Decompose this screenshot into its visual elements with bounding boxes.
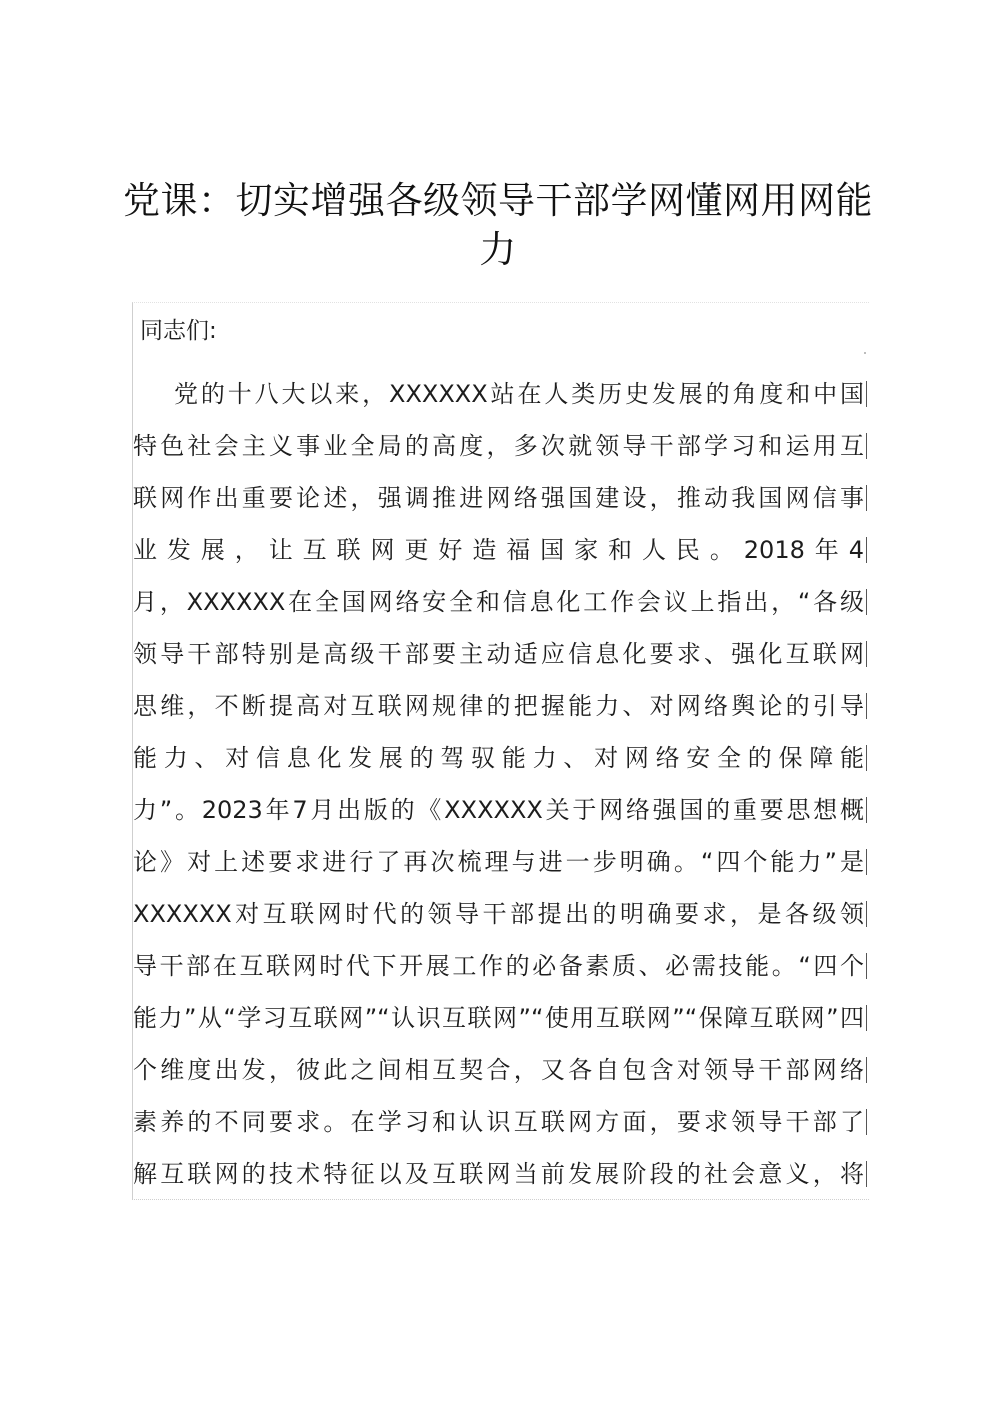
body-line: XXXXXX对互联网时代的领导干部提出的明确要求，是各级领 bbox=[133, 900, 864, 928]
line-end-mark bbox=[866, 797, 867, 823]
line-end-mark bbox=[866, 849, 867, 875]
body-line: 能力、对信息化发展的驾驭能力、对网络安全的保障能 bbox=[133, 744, 864, 772]
body-line: 领导干部特别是高级干部要主动适应信息化要求、强化互联网 bbox=[133, 640, 864, 668]
line-end-mark bbox=[866, 485, 867, 511]
salutation: 同志们: bbox=[140, 318, 217, 344]
body-line: 月，XXXXXX在全国网络安全和信息化工作会议上指出，“各级 bbox=[133, 588, 864, 616]
line-end-mark bbox=[866, 901, 867, 927]
line-end-mark bbox=[866, 953, 867, 979]
body-line: 导干部在互联网时代下开展工作的必备素质、必需技能。“四个 bbox=[133, 952, 864, 980]
line-end-mark bbox=[866, 641, 867, 667]
body-line: 业发展，让互联网更好造福国家和人民。2018年4 bbox=[133, 536, 864, 564]
document-title: 党课：切实增强各级领导干部学网懂网用网能力 bbox=[123, 179, 873, 271]
line-end-mark bbox=[866, 1109, 867, 1135]
body-line: 力”。2023年7月出版的《XXXXXX关于网络强国的重要思想概 bbox=[133, 796, 864, 824]
body-line: 能力”从“学习互联网”“认识互联网”“使用互联网”“保障互联网”四 bbox=[133, 1004, 864, 1032]
body-line: 联网作出重要论述，强调推进网络强国建设，推动我国网信事 bbox=[133, 484, 864, 512]
body-line: 解互联网的技术特征以及互联网当前发展阶段的社会意义，将 bbox=[133, 1160, 864, 1188]
line-end-mark bbox=[866, 589, 867, 615]
body-line: 论》对上述要求进行了再次梳理与进一步明确。“四个能力”是 bbox=[133, 848, 864, 876]
salutation-end-mark bbox=[864, 352, 866, 354]
line-end-mark bbox=[866, 693, 867, 719]
body-line: 特色社会主义事业全局的高度，多次就领导干部学习和运用互 bbox=[133, 432, 864, 460]
line-end-mark bbox=[866, 745, 867, 771]
body-line: 党的十八大以来，XXXXXX站在人类历史发展的角度和中国 bbox=[174, 380, 864, 408]
line-end-mark bbox=[866, 1161, 867, 1187]
line-end-mark bbox=[866, 537, 867, 563]
body-line: 个维度出发，彼此之间相互契合，又各自包含对领导干部网络 bbox=[133, 1056, 864, 1084]
line-end-mark bbox=[866, 1005, 867, 1031]
body-line: 思维，不断提高对互联网规律的把握能力、对网络舆论的引导 bbox=[133, 692, 864, 720]
line-end-mark bbox=[866, 433, 867, 459]
line-end-mark bbox=[866, 381, 867, 407]
line-end-mark bbox=[866, 1057, 867, 1083]
body-line: 素养的不同要求。在学习和认识互联网方面，要求领导干部了 bbox=[133, 1108, 864, 1136]
